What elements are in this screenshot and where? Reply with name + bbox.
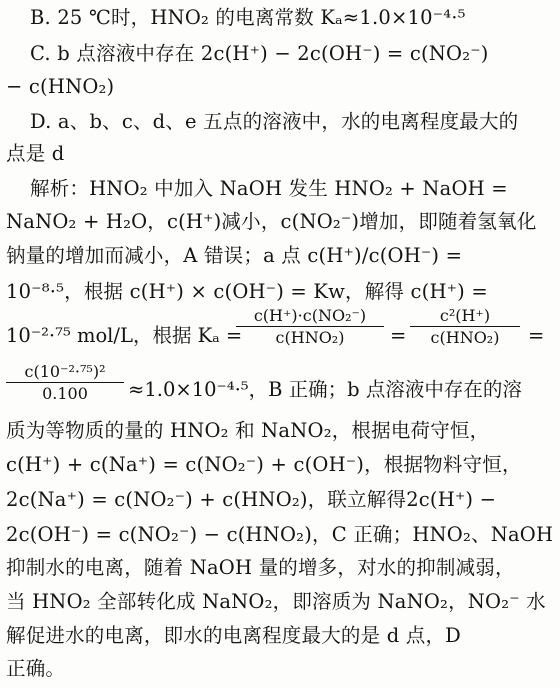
- analysis-line1: 解析：HNO₂ 中加入 NaOH 发生 HNO₂ + NaOH =: [30, 177, 508, 200]
- fraction-ka-denominator: c(HNO₂): [275, 328, 345, 347]
- analysis-line14: 正确。: [6, 657, 66, 680]
- fraction-c2-denominator: c(HNO₂): [430, 328, 500, 347]
- analysis-line12: 当 HNO₂ 全部转化成 NaNO₂，即溶质为 NaNO₂，NO₂⁻ 水: [6, 590, 546, 613]
- analysis-line5-prefix: 10⁻²·⁷⁵ mol/L，根据 Kₐ =: [6, 324, 243, 347]
- option-d-line1: D. a、b、c、d、e 五点的溶液中，水的电离程度最大的: [30, 110, 519, 133]
- equals-sign-2: =: [528, 324, 545, 347]
- fraction-bar: [236, 326, 384, 327]
- analysis-line13: 解促进水的电离，即水的电离程度最大的是 d 点，D: [6, 624, 462, 647]
- fraction-numeric-numerator: c(10⁻²·⁷⁵)²: [24, 362, 106, 381]
- analysis-line4: 10⁻⁸·⁵，根据 c(H⁺) × c(OH⁻) = Kw，解得 c(H⁺) =: [6, 280, 488, 303]
- fraction-ka: [236, 306, 384, 347]
- fraction-bar: [6, 382, 124, 383]
- fraction-c2-numerator: c²(H⁺): [439, 306, 491, 325]
- fraction-ka-numerator: c(H⁺)·c(NO₂⁻): [253, 306, 367, 325]
- analysis-line10: 2c(OH⁻) = c(NO₂⁻) − c(HNO₂)，C 正确；HNO₂、NaOH: [6, 523, 554, 546]
- analysis-line7: 质为等物质的量的 HNO₂ 和 NaNO₂，根据电荷守恒，: [6, 419, 490, 442]
- analysis-line8: c(H⁺) + c(Na⁺) = c(NO₂⁻) + c(OH⁻)，根据物料守恒，: [6, 453, 522, 476]
- fraction-bar: [410, 326, 520, 327]
- option-d-line2: 点是 d: [6, 142, 65, 165]
- equals-sign-1: =: [390, 324, 407, 347]
- fraction-numeric: [6, 362, 124, 403]
- fraction-numeric-denominator: 0.100: [42, 384, 88, 403]
- option-c-line2: − c(HNO₂): [6, 75, 115, 98]
- option-c-line1: C. b 点溶液中存在 2c(H⁺) − 2c(OH⁻) = c(NO₂⁻): [30, 42, 489, 65]
- analysis-line11: 抑制水的电离，随着 NaOH 量的增多，对水的抑制减弱，: [6, 556, 515, 579]
- fraction-c2: [410, 306, 520, 347]
- option-b: B. 25 ℃时，HNO₂ 的电离常数 Kₐ≈1.0×10⁻⁴·⁵: [30, 6, 466, 29]
- analysis-line3: 钠量的增加而减小，A 错误；a 点 c(H⁺)/c(OH⁻) =: [6, 244, 463, 267]
- analysis-line9: 2c(Na⁺) = c(NO₂⁻) + c(HNO₂)，联立解得2c(H⁺) −: [6, 488, 497, 511]
- analysis-line6-suffix: ≈1.0×10⁻⁴·⁵，B 正确；b 点溶液中存在的溶: [128, 378, 522, 401]
- analysis-line2: NaNO₂ + H₂O，c(H⁺)减小，c(NO₂⁻)增加，即随着氢氧化: [6, 210, 537, 233]
